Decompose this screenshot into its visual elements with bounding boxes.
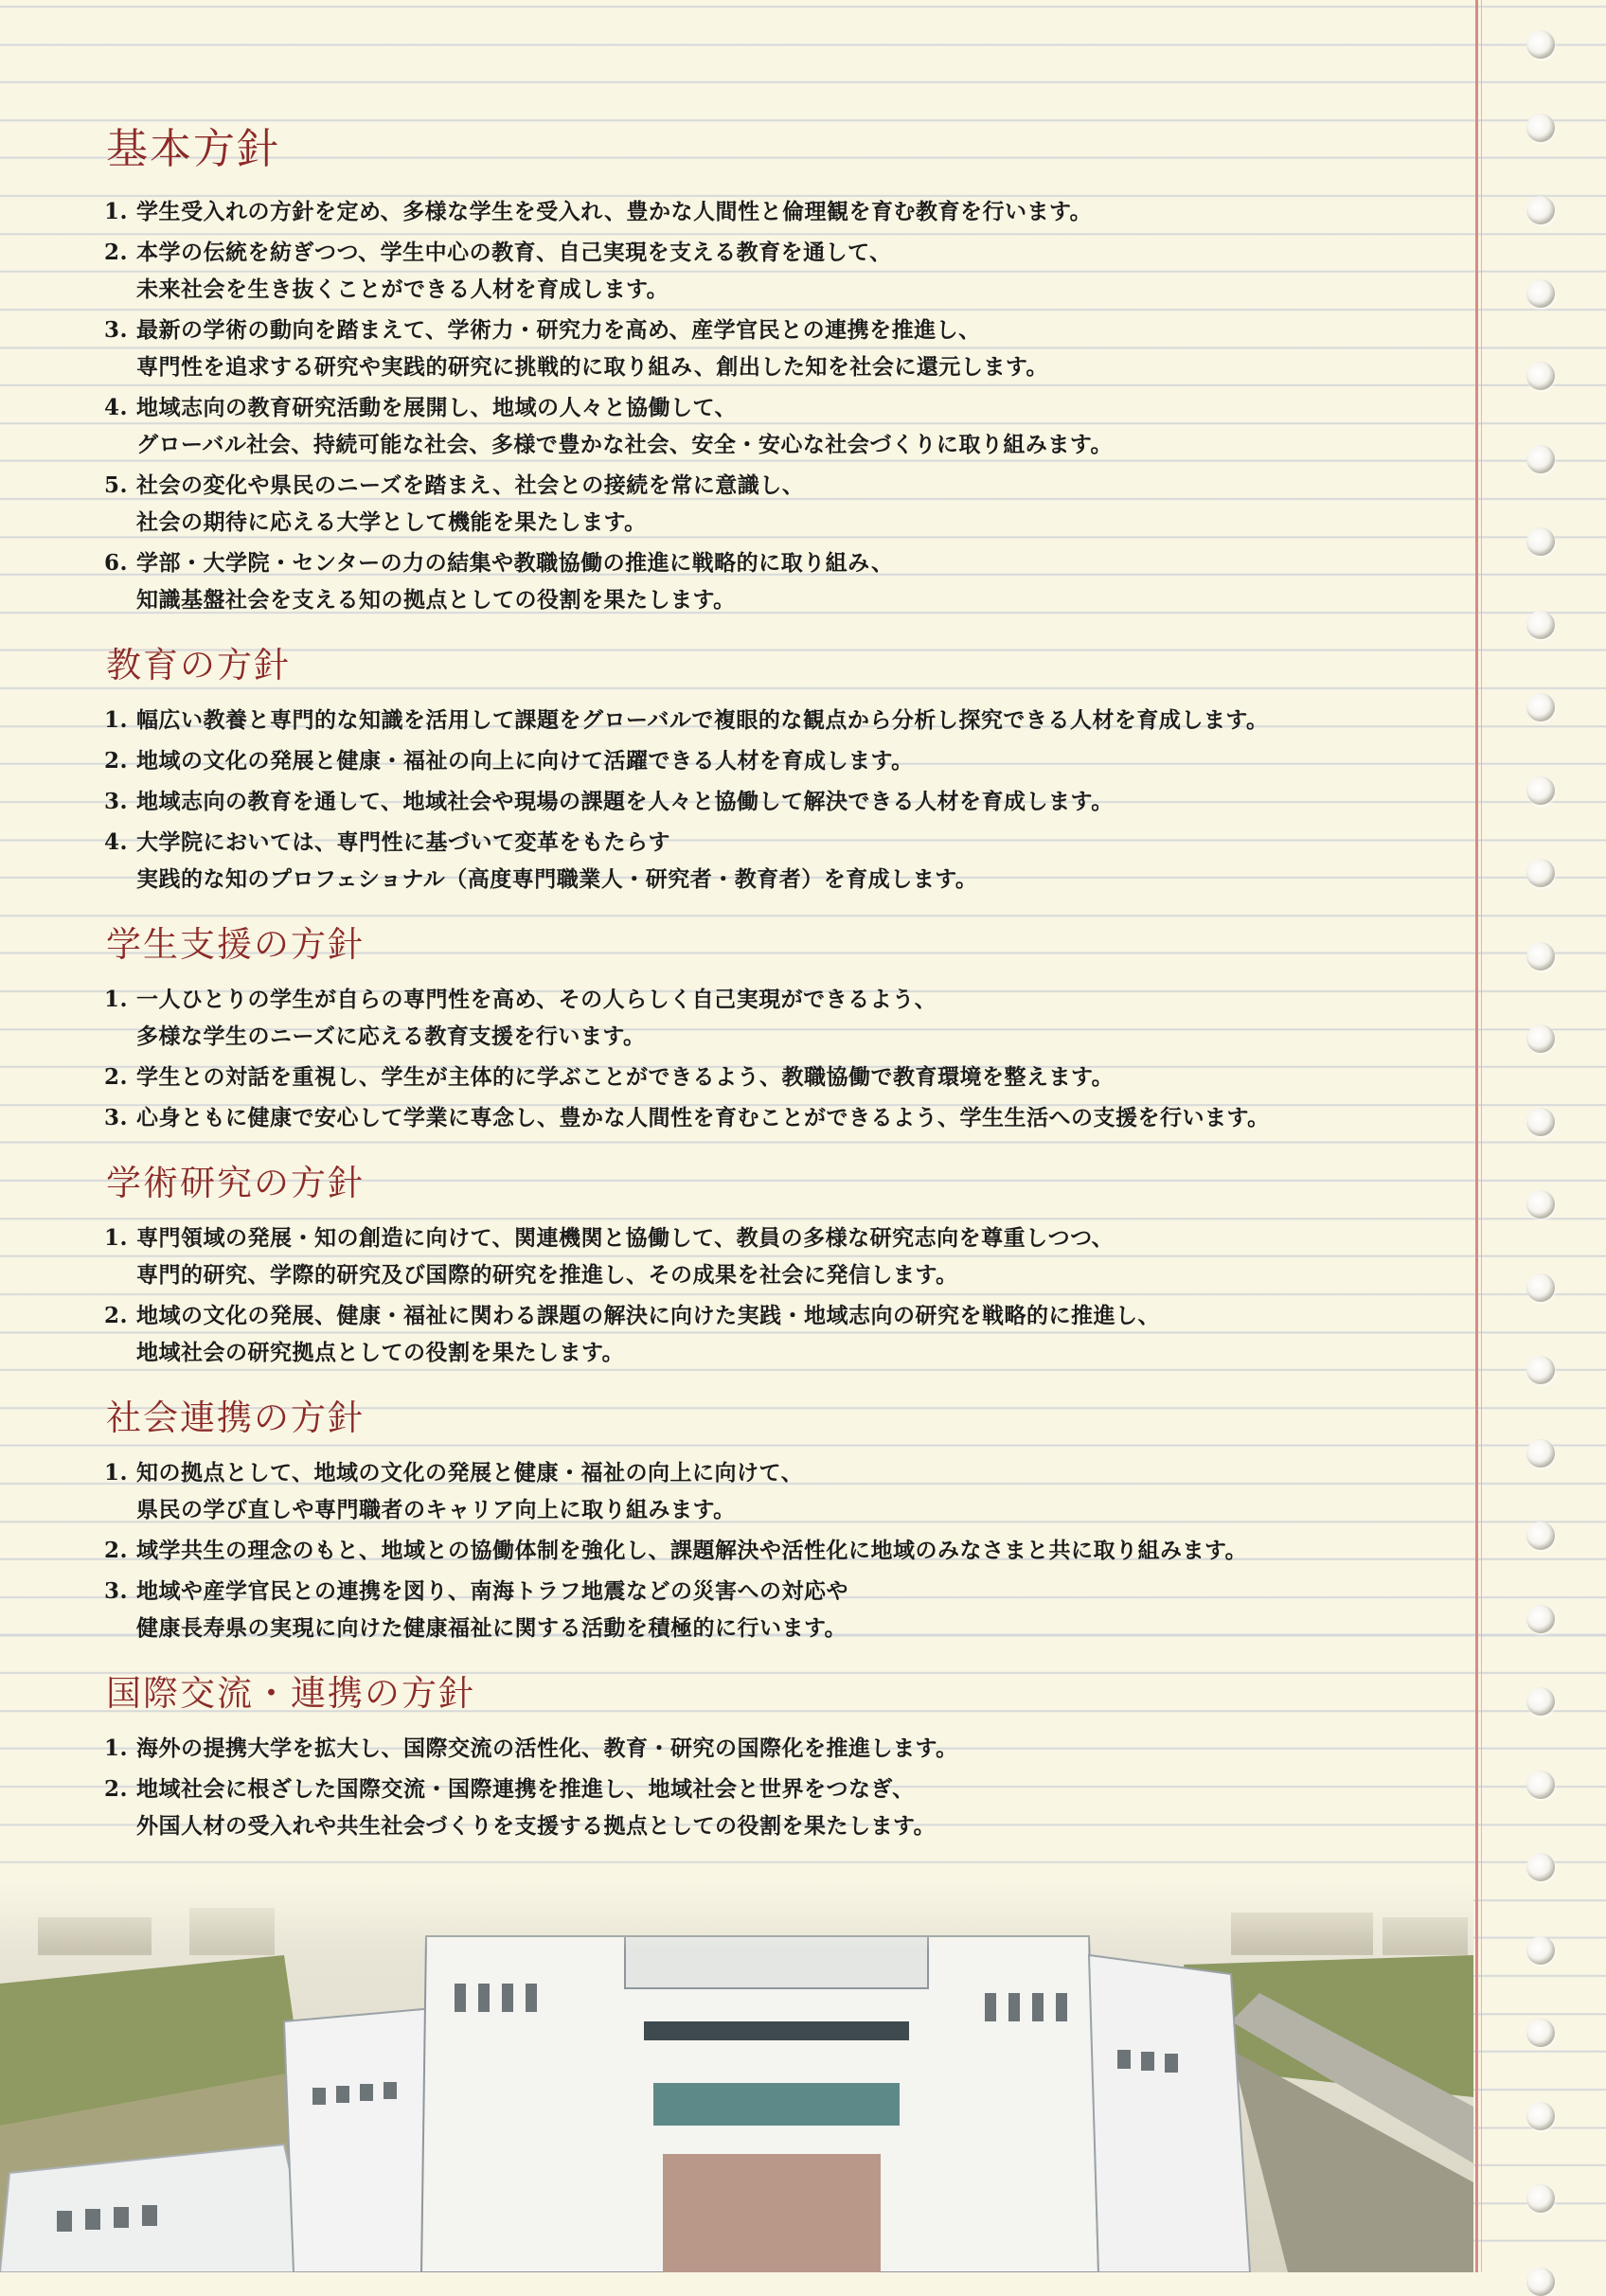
item-text [136, 981, 1449, 1055]
item-text-line: 最新の学術の動向を踏まえて、学術力・研究力を高め、産学官民との連携を推進し、 [136, 317, 981, 343]
binder-hole [1526, 859, 1555, 887]
policy-section [104, 643, 1449, 898]
item-text [136, 467, 1449, 541]
binder-hole [1526, 1687, 1555, 1716]
policy-item [104, 702, 1449, 739]
policy-list [104, 981, 1449, 1136]
policy-item [104, 193, 1449, 230]
policy-list [104, 193, 1449, 618]
item-number: 3. [104, 1578, 129, 1604]
binder-hole [1526, 2019, 1555, 2047]
item-number: 1. [104, 1225, 129, 1251]
item-text [136, 1730, 1449, 1767]
binder-hole [1526, 1936, 1555, 1965]
item-text-line: 知の拠点として、地域の文化の発展と健康・福祉の向上に向けて、 [136, 1460, 804, 1486]
policy-item [104, 1573, 1449, 1646]
binder-hole [1526, 445, 1555, 473]
item-text [136, 1059, 1449, 1095]
item-number: 3. [104, 317, 129, 343]
campus-aerial-illustration [0, 1879, 1473, 2272]
item-text-line: 知識基盤社会を支える知の拠点としての役割を果たします。 [136, 587, 736, 613]
item-text-line: 学部・大学院・センターの力の結集や教職協働の推進に戦略的に取り組み、 [136, 550, 894, 576]
item-text-line: 学生との対話を重視し、学生が主体的に学ぶことができるよう、教職協働で教育環境を整えます。 [136, 1064, 1115, 1090]
item-number: 1. [104, 199, 129, 224]
margin-line [1475, 0, 1478, 2272]
item-text [136, 742, 1449, 779]
binder-hole [1526, 1853, 1555, 1881]
item-text [136, 702, 1449, 739]
item-text [136, 1532, 1449, 1569]
binder-hole [1526, 1605, 1555, 1633]
item-text [136, 1219, 1449, 1293]
policy-list [104, 1454, 1449, 1646]
binder-hole [1526, 1273, 1555, 1302]
item-text-line: 外国人材の受入れや共生社会づくりを支援する拠点としての役割を果たします。 [136, 1813, 937, 1839]
item-number: 5. [104, 472, 129, 498]
item-text-line: 大学院においては、専門性に基づいて変革をもたらす [136, 829, 670, 855]
policy-section [104, 123, 1449, 618]
item-number: 4. [104, 829, 129, 855]
item-text-line: 本学の伝統を紡ぎつつ、学生中心の教育、自己実現を支える教育を通して、 [136, 240, 892, 265]
item-number: 2. [104, 748, 129, 774]
item-number: 3. [104, 789, 129, 814]
section-title: 学術研究の方針 [106, 1163, 365, 1203]
policy-item [104, 783, 1449, 820]
policy-item [104, 1771, 1449, 1844]
item-text-line: 県民の学び直しや専門職者のキャリア向上に取り組みます。 [136, 1497, 736, 1522]
item-text [136, 389, 1449, 463]
item-text-line: 海外の提携大学を拡大し、国際交流の活性化、教育・研究の国際化を推進します。 [136, 1735, 958, 1761]
policy-item [104, 1099, 1449, 1136]
policy-item [104, 1219, 1449, 1293]
binder-hole [1526, 2184, 1555, 2213]
item-text-line: 心身ともに健康で安心して学業に専念し、豊かな人間性を育むことができるよう、学生生活への支援を行います。 [136, 1105, 1270, 1130]
item-text [136, 783, 1449, 820]
item-text [136, 824, 1449, 898]
item-text-line: 地域志向の教育を通して、地域社会や現場の課題を人々と協働して解決できる人材を育成します。 [136, 789, 1114, 814]
binder-hole [1526, 1439, 1555, 1468]
item-text-line: 地域の文化の発展、健康・福祉に関わる課題の解決に向けた実践・地域志向の研究を戦略的に推進し、 [136, 1303, 1160, 1328]
binder-hole [1526, 114, 1555, 142]
item-text-line: 地域社会に根ざした国際交流・国際連携を推進し、地域社会と世界をつなぎ、 [136, 1776, 915, 1802]
item-text-line: 健康長寿県の実現に向けた健康福祉に関する活動を積極的に行います。 [136, 1615, 848, 1641]
item-text-line: 社会の変化や県民のニーズを踏まえ、社会との接続を常に意識し、 [136, 472, 805, 498]
item-text [136, 1573, 1449, 1646]
policy-section [104, 1161, 1449, 1371]
policy-section [104, 1671, 1449, 1844]
policy-item [104, 1059, 1449, 1095]
section-title: 基本方針 [106, 125, 280, 173]
item-text [136, 234, 1449, 308]
binder-hole [1526, 611, 1555, 639]
item-text [136, 311, 1449, 385]
item-text-line: 社会の期待に応える大学として機能を果たします。 [136, 509, 647, 535]
binder-hole [1526, 1108, 1555, 1136]
item-text-line: 地域志向の教育研究活動を展開し、地域の人々と協働して、 [136, 395, 738, 420]
policy-item [104, 742, 1449, 779]
item-text-line: 地域の文化の発展と健康・福祉の向上に向けて活躍できる人材を育成します。 [136, 748, 914, 774]
section-title: 教育の方針 [106, 645, 291, 685]
item-text-line: グローバル社会、持続可能な社会、多様で豊かな社会、安全・安心な社会づくりに取り組みます。 [136, 432, 1114, 457]
binder-holes [1526, 30, 1564, 2265]
item-text-line: 地域や産学官民との連携を図り、南海トラフ地震などの災害への対応や [136, 1578, 848, 1604]
binder-hole [1526, 196, 1555, 224]
item-text [136, 1099, 1449, 1136]
policy-item [104, 1297, 1449, 1371]
binder-hole [1526, 1771, 1555, 1799]
binder-hole [1526, 1356, 1555, 1384]
item-text-line: 地域社会の研究拠点としての役割を果たします。 [136, 1340, 625, 1365]
item-text-line: 実践的な知のプロフェショナル（高度専門職業人・研究者・教育者）を育成します。 [136, 866, 978, 892]
policy-list [104, 1219, 1449, 1371]
binder-hole [1526, 527, 1555, 556]
item-number: 4. [104, 395, 129, 420]
item-text [136, 544, 1449, 618]
binder-hole [1526, 776, 1555, 805]
binder-hole [1526, 30, 1555, 59]
item-text-line: 多様な学生のニーズに応える教育支援を行います。 [136, 1023, 646, 1049]
policy-item [104, 544, 1449, 618]
policy-section [104, 1396, 1449, 1646]
item-text [136, 1297, 1449, 1371]
section-title: 学生支援の方針 [106, 924, 365, 965]
binder-hole [1526, 2102, 1555, 2130]
item-text-line: 未来社会を生き抜くことができる人材を育成します。 [136, 276, 669, 302]
binder-hole [1526, 1522, 1555, 1550]
item-number: 6. [104, 550, 129, 576]
item-text [136, 1454, 1449, 1528]
item-number: 2. [104, 1776, 129, 1802]
item-number: 1. [104, 987, 129, 1012]
policy-list [104, 702, 1449, 898]
item-text-line: 専門性を追求する研究や実践的研究に挑戦的に取り組み、創出した知を社会に還元します。 [136, 354, 1049, 380]
item-number: 1. [104, 1460, 129, 1486]
binder-hole [1526, 2268, 1555, 2296]
binder-hole [1526, 1190, 1555, 1219]
item-number: 1. [104, 1735, 129, 1761]
item-number: 3. [104, 1105, 129, 1130]
policy-section [104, 922, 1449, 1136]
policy-item [104, 1532, 1449, 1569]
item-number: 2. [104, 1303, 129, 1328]
binder-hole [1526, 942, 1555, 970]
policy-item [104, 234, 1449, 308]
policy-item [104, 1730, 1449, 1767]
item-number: 2. [104, 240, 129, 265]
policy-item [104, 467, 1449, 541]
policy-list [104, 1730, 1449, 1844]
policy-content [104, 123, 1449, 1869]
binder-hole [1526, 693, 1555, 721]
policy-item [104, 311, 1449, 385]
policy-item [104, 389, 1449, 463]
item-number: 2. [104, 1538, 129, 1563]
item-text-line: 幅広い教養と専門的な知識を活用して課題をグローバルで複眼的な観点から分析し探究できる人材を育成します。 [136, 707, 1269, 733]
policy-item [104, 1454, 1449, 1528]
item-number: 2. [104, 1064, 129, 1090]
policy-item [104, 981, 1449, 1055]
item-text-line: 学生受入れの方針を定め、多様な学生を受入れ、豊かな人間性と倫理観を育む教育を行います。 [136, 199, 1093, 224]
binder-hole [1526, 1024, 1555, 1053]
binder-hole [1526, 362, 1555, 390]
item-text-line: 専門的研究、学際的研究及び国際的研究を推進し、その成果を社会に発信します。 [136, 1262, 958, 1288]
section-title: 国際交流・連携の方針 [106, 1673, 475, 1714]
item-text-line: 域学共生の理念のもと、地域との協働体制を強化し、課題解決や活性化に地域のみなさまと共に取り組みます。 [136, 1538, 1248, 1563]
item-number: 1. [104, 707, 129, 733]
item-text-line: 専門領域の発展・知の創造に向けて、関連機関と協働して、教員の多様な研究志向を尊重しつつ、 [136, 1225, 1115, 1251]
item-text [136, 1771, 1449, 1844]
binder-hole [1526, 279, 1555, 308]
item-text-line: 一人ひとりの学生が自らの専門性を高め、その人らしく自己実現ができるよう、 [136, 987, 937, 1012]
margin-line-inner [1481, 0, 1482, 2272]
item-text [136, 193, 1449, 230]
policy-item [104, 824, 1449, 898]
section-title: 社会連携の方針 [106, 1397, 365, 1438]
